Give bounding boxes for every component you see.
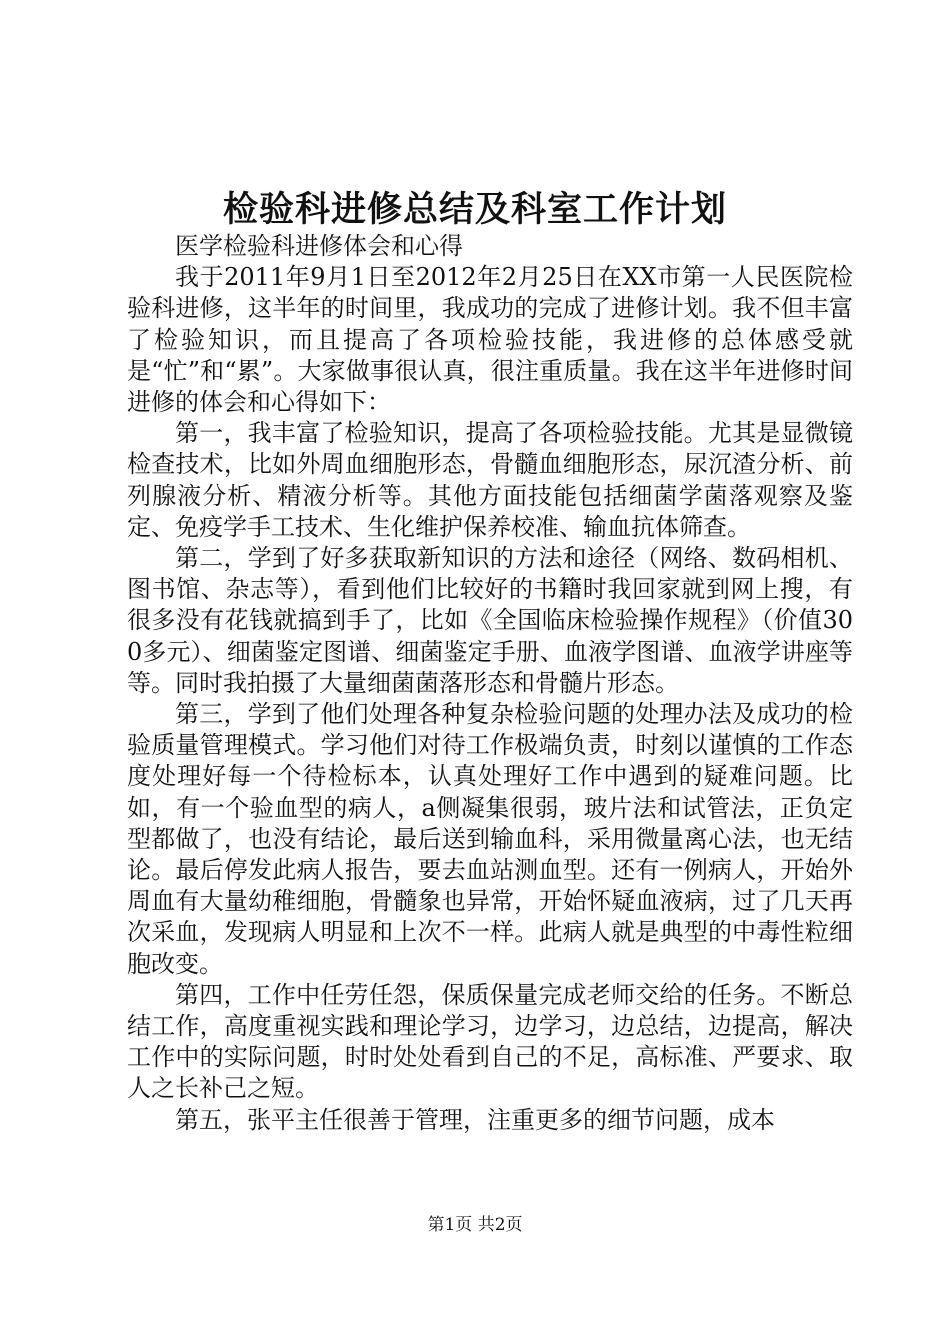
paragraph-second: 第二，学到了好多获取新知识的方法和途径（网络、数码相机、图书馆、杂志等），看到他们比较好的书籍时我回家就到网上搜，有很多没有花钱就搞到手了，比如《全国临床检验操作规程》（价值300多元）、细菌鉴定图谱、细菌鉴定手册、血液学图谱、血液学讲座等等。同时我拍摄了大量细菌菌落形态和骨髓片形态。	[127, 544, 853, 697]
paragraph-subtitle: 医学检验科进修体会和心得	[175, 232, 463, 260]
page-footer: 第1页 共2页	[427, 1215, 523, 1235]
document-title: 检验科进修总结及科室工作计划	[222, 189, 727, 230]
paragraph-fifth: 第五，张平主任很善于管理，注重更多的细节问题，成本	[175, 1105, 775, 1134]
document-body	[127, 231, 853, 1136]
paragraph-first: 第一，我丰富了检验知识，提高了各项检验技能。尤其是显微镜检查技术，比如外周血细胞形态，骨髓血细胞形态，尿沉渣分析、前列腺液分析、精液分析等。其他方面技能包括细菌学菌落观察及鉴定、免疫学手工技术、生化维护保养校准、输血抗体筛查。	[127, 419, 853, 541]
paragraph-intro: 我于2011年9月1日至2012年2月25日在XX市第一人民医院检验科进修，这半年的时间里，我成功的完成了进修计划。我不但丰富了检验知识，而且提高了各项检验技能，我进修的总体感受就是“忙”和“累”。大家做事很认真，很注重质量。我在这半年进修时间进修的体会和心得如下：	[127, 263, 853, 417]
paragraph-fourth: 第四，工作中任劳任怨，保质保量完成老师交给的任务。不断总结工作，高度重视实践和理论学习，边学习，边总结，边提高，解决工作中的实际问题，时时处处看到自己的不足，高标准、严要求、取人之长补己之短。	[127, 980, 853, 1103]
paragraph-third: 第三，学到了他们处理各种复杂检验问题的处理办法及成功的检验质量管理模式。学习他们对待工作极端负责，时刻以谨慎的工作态度处理好每一个待检标本，认真处理好工作中遇到的疑难问题。比如，有一个验血型的病人，a侧凝集很弱，玻片法和试管法，正负定型都做了，也没有结论，最后送到输血科，采用微量离心法，也无结论。最后停发此病人报告，要去血站测血型。还有一例病人，开始外周血有大量幼稚细胞，骨髓象也异常，开始怀疑血液病，过了几天再次采血，发现病人明显和上次不一样。此病人就是典型的中毒性粒细胞改变。	[127, 700, 853, 978]
